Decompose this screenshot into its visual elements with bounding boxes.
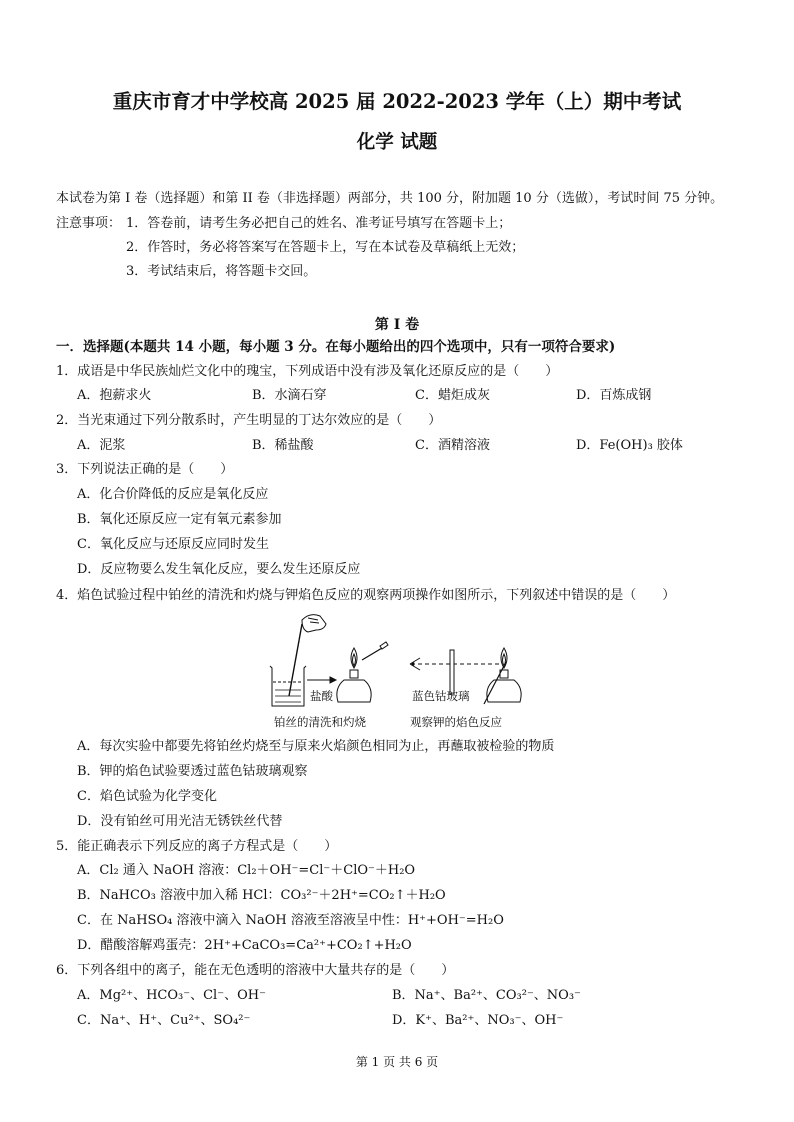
- q2-option-a: A．泥浆: [77, 438, 126, 453]
- question-2-stem: 2．当光束通过下列分散系时，产生明显的丁达尔效应的是（ ）: [56, 413, 442, 428]
- notes-label: 注意事项：: [56, 216, 122, 231]
- q1-option-c: C．蜡炬成灰: [415, 388, 490, 403]
- question-3-stem: 3．下列说法正确的是（ ）: [56, 462, 234, 477]
- q3-option-b: B．氧化还原反应一定有氧元素参加: [77, 512, 282, 527]
- beaker-icon: [270, 666, 306, 706]
- section-heading: 一．选择题(本题共 14 小题，每小题 3 分。在每小题给出的四个选项中，只有一项符合要求): [56, 339, 616, 355]
- q6-option-d: D．K⁺、Ba²⁺、NO₃⁻、OH⁻: [392, 1013, 564, 1028]
- q3-option-a: A．化合价降低的反应是氧化反应: [77, 487, 269, 502]
- note-2: 2．作答时，务必将答案写在答题卡上，写在本试卷及草稿纸上无效；: [126, 240, 525, 255]
- q5-option-d: D．醋酸溶解鸡蛋壳：2H⁺+CaCO₃=Ca²⁺+CO₂↑+H₂O: [77, 938, 412, 953]
- q2-option-c: C．酒精溶液: [415, 438, 490, 453]
- caption-right: 观察钾的焰色反应: [410, 715, 502, 729]
- intro-text: 本试卷为第 I 卷（选择题）和第 II 卷（非选择题）两部分，共 100 分，附加题 10 分（选做），考试时间 75 分钟。: [56, 191, 724, 206]
- note-1: 1．答卷前，请考生务必把自己的姓名、准考证号填写在答题卡上；: [126, 216, 512, 231]
- exam-title: 重庆市育才中学校高 2025 届 2022-2023 学年（上）期中考试: [112, 90, 682, 113]
- q1-option-d: D．百炼成钢: [576, 388, 652, 403]
- glass-label: 蓝色钴玻璃: [412, 689, 470, 703]
- q4-option-b: B．钾的焰色试验要透过蓝色钴玻璃观察: [77, 764, 308, 779]
- q5-option-c: C．在 NaHSO₄ 溶液中滴入 NaOH 溶液至溶液呈中性：H⁺+OH⁻=H₂O: [77, 913, 504, 928]
- question-1-stem: 1．成语是中华民族灿烂文化中的瑰宝，下列成语中没有涉及氧化还原反应的是（ ）: [56, 364, 559, 379]
- platinum-wire: [289, 624, 302, 696]
- question-6-stem: 6．下列各组中的离子，能在无色透明的溶液中大量共存的是（ ）: [56, 963, 455, 978]
- q1-option-b: B．水滴石穿: [252, 388, 327, 403]
- q1-option-a: A．抱薪求火: [77, 388, 152, 403]
- hand-icon: [302, 615, 326, 632]
- cobalt-glass: [450, 650, 454, 694]
- acid-label: 盐酸: [310, 689, 333, 703]
- q4-option-a: A．每次实验中都要先将铂丝灼烧至与原来火焰颜色相同为止，再蘸取被检验的物质: [77, 739, 555, 754]
- q2-option-b: B．稀盐酸: [252, 438, 314, 453]
- exam-subtitle: 化学 试题: [356, 132, 438, 153]
- caption-left: 铂丝的清洗和灼烧: [274, 715, 366, 729]
- flame-test-figure: [262, 608, 542, 736]
- q6-option-c: C．Na⁺、H⁺、Cu²⁺、SO₄²⁻: [77, 1013, 251, 1028]
- alcohol-lamp-icon: [484, 648, 521, 704]
- q3-option-d: D．反应物要么发生氧化反应，要么发生还原反应: [77, 562, 361, 577]
- q4-option-c: C．焰色试验为化学变化: [77, 789, 217, 804]
- note-3: 3．考试结束后，将答题卡交回。: [126, 264, 317, 279]
- q5-option-b: B．NaHCO₃ 溶液中加入稀 HCl：CO₃²⁻＋2H⁺=CO₂↑＋H₂O: [77, 888, 446, 903]
- volume-heading: 第 I 卷: [374, 317, 420, 333]
- page-number: 第 1 页 共 6 页: [355, 1055, 439, 1069]
- alcohol-lamp-icon: [337, 642, 388, 702]
- q4-option-d: D．没有铂丝可用光洁无锈铁丝代替: [77, 814, 283, 829]
- question-5-stem: 5．能正确表示下列反应的离子方程式是（ ）: [56, 839, 338, 854]
- q6-option-b: B．Na⁺、Ba²⁺、CO₃²⁻、NO₃⁻: [392, 988, 581, 1003]
- question-4-stem: 4．焰色试验过程中铂丝的清洗和灼烧与钾焰色反应的观察两项操作如图所示，下列叙述中错误的是（ ）: [56, 588, 676, 603]
- q3-option-c: C．氧化反应与还原反应同时发生: [77, 537, 269, 552]
- q6-option-a: A．Mg²⁺、HCO₃⁻、Cl⁻、OH⁻: [77, 988, 266, 1003]
- q5-option-a: A．Cl₂ 通入 NaOH 溶液：Cl₂＋OH⁻=Cl⁻＋ClO⁻＋H₂O: [77, 863, 416, 878]
- q2-option-d: D．Fe(OH)₃ 胶体: [576, 438, 683, 453]
- arrow-icon: [307, 677, 336, 683]
